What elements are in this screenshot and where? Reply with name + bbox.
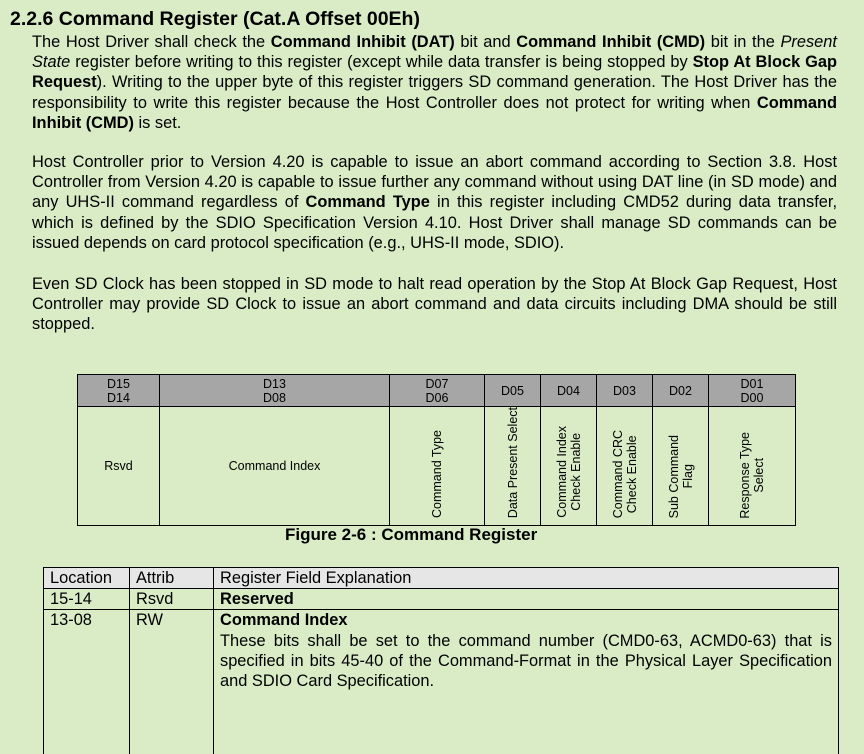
text-run: is set. (133, 113, 182, 132)
bit-header: D02 (653, 375, 709, 407)
text-run: in this register including CMD52 during data transfer, which is defined by the SDIO Specification Version 4.10. Host Driver shall manage SD commands can be issued depends on card protocol specification (e.g., UHS-II mode, SDIO). (32, 193, 837, 252)
bold-term: Command Inhibit (CMD) (32, 93, 837, 132)
col-attrib-header: Attrib (130, 568, 214, 589)
field-command-index: Command Index (160, 407, 390, 526)
field-name: Reserved (220, 590, 294, 609)
field-description: These bits shall be set to the command number (CMD0-63, ACMD0-63) that is specified in bits 45-40 of the Command-Format in the Physical Layer Specification and SDIO Card Specification. (220, 631, 832, 691)
bit-header: D07 D06 (390, 375, 485, 407)
field-cmd-crc-check-enable: Command CRC Check Enable (597, 407, 653, 526)
bit-header: D01 D00 (709, 375, 796, 407)
bit-header: D13 D08 (160, 375, 390, 407)
text-run: register before writing to this register (except while data transfer is being stopped by (70, 53, 693, 72)
explanation-cell (214, 610, 839, 754)
bit-header: D05 (485, 375, 541, 407)
bit-header: D03 (597, 375, 653, 407)
register-field-table (43, 567, 839, 754)
bold-term: Command Type (305, 193, 430, 212)
field-row (78, 407, 796, 526)
field-cmd-index-check-enable: Command Index Check Enable (541, 407, 597, 526)
paragraph-2 (32, 152, 837, 253)
bit-header: D15 D14 (78, 375, 160, 407)
bold-term: Command Inhibit (CMD) (516, 33, 706, 51)
col-location-header: Location (44, 568, 130, 589)
field-name: Command Index (220, 611, 348, 630)
field-rsvd: Rsvd (78, 407, 160, 526)
text-run: bit and (454, 33, 517, 51)
col-explanation-header: Register Field Explanation (214, 568, 839, 589)
text-run: bit in the (705, 33, 781, 51)
text-run: ). Writing to the upper byte of this register triggers SD command generation. The Host Driver has the responsibility to write this register because the Host Controller does not protect for writing when (32, 73, 837, 112)
section-heading (10, 8, 420, 31)
explanation-cell (214, 589, 839, 610)
attrib-cell: Rsvd (130, 589, 214, 610)
bit-header: D04 (541, 375, 597, 407)
bold-term: Stop At Block Gap Request (32, 53, 837, 92)
section-title: Command Register (Cat.A Offset 00Eh) (58, 8, 420, 30)
text-run: The Host Driver shall check the (32, 33, 271, 51)
field-sub-command-flag: Sub Command Flag (653, 407, 709, 526)
field-command-type: Command Type (390, 407, 485, 526)
location-cell: 15-14 (44, 589, 130, 610)
italic-term: Present State (32, 33, 837, 72)
paragraph-3: Even SD Clock has been stopped in SD mode to halt read operation by the Stop At Block Gap Request, Host Controller may provide SD Clock to issue an abort command and data circuits including DMA should be still stopped. (32, 275, 837, 334)
location-cell: 13-08 (44, 610, 130, 754)
attrib-cell: RW (130, 610, 214, 754)
figure-caption: Figure 2-6 : Command Register (285, 525, 538, 544)
table-row (44, 589, 839, 610)
text-run: Host Controller prior to Version 4.20 is capable to issue an abort command according to Section 3.8. Host Controller from Version 4.20 is capable to issue further any command without using DAT line (in SD mode) and any UHS-II command regardless of (32, 153, 837, 212)
field-response-type-select: Response Type Select (709, 407, 796, 526)
table-row (44, 610, 839, 754)
bold-term: Command Inhibit (DAT) (270, 33, 455, 51)
bit-header-row (78, 375, 796, 407)
field-data-present-select: Data Present Select (485, 407, 541, 526)
paragraph-1 (32, 32, 837, 133)
section-number: 2.2.6 (10, 8, 54, 30)
table-header-row (44, 568, 839, 589)
command-register-figure (77, 374, 796, 526)
